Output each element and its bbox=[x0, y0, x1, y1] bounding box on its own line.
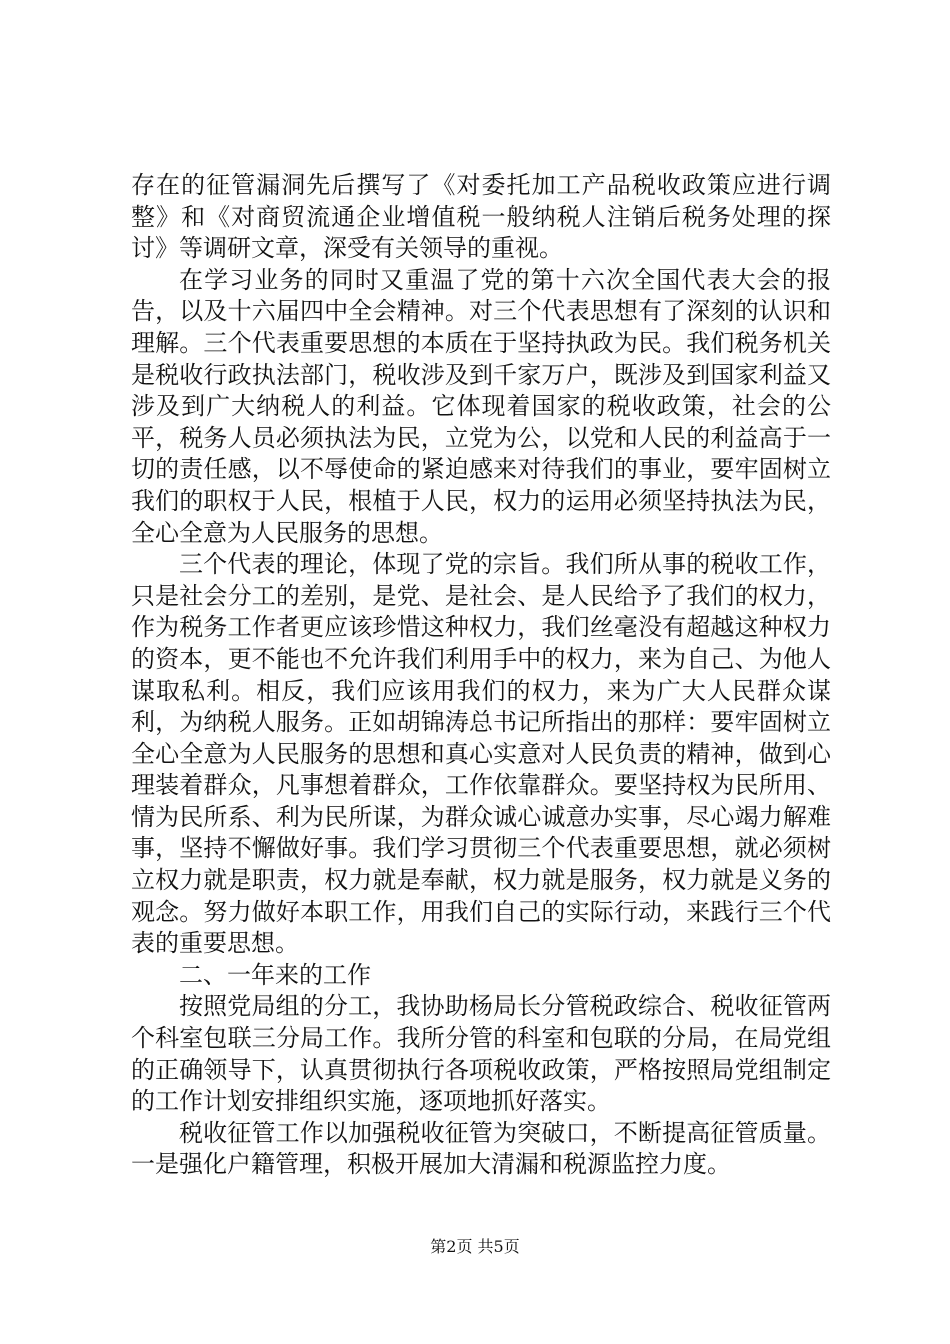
paragraph-3: 三个代表的理论，体现了党的宗旨。我们所从事的税收工作，只是社会分工的差别，是党、是社会、是人民给予了我们的权力，作为税务工作者更应该珍惜这种权力，我们丝毫没有超越这种权力的资本，更不能也不允许我们利用手中的权力，来为自己、为他人谋取私利。相反，我们应该用我们的权力，来为广大人民群众谋利，为纳税人服务。正如胡锦涛总书记所指出的那样：要牢固树立全心全意为人民服务的思想和真心实意对人民负责的精神，做到心理装着群众，凡事想着群众，工作依靠群众。要坚持权为民所用、情为民所系、利为民所谋，为群众诚心诚意办实事，尽心竭力解难事，坚持不懈做好事。我们学习贯彻三个代表重要思想，就必须树立权力就是职责，权力就是奉献，权力就是服务，权力就是义务的观念。努力做好本职工作，用我们自己的实际行动，来践行三个代表的重要思想。 bbox=[131, 550, 831, 958]
paragraph-4: 按照党局组的分工，我协助杨局长分管税政综合、税收征管两个科室包联三分局工作。我所分管的科室和包联的分局，在局党组的正确领导下，认真贯彻执行各项税收政策，严格按照局党组制定的工作计划安排组织实施，逐项地抓好落实。 bbox=[131, 992, 831, 1116]
paragraph-2: 在学习业务的同时又重温了党的第十六次全国代表大会的报告，以及十六届四中全会精神。对三个代表思想有了深刻的认识和理解。三个代表重要思想的本质在于坚持执政为民。我们税务机关是税收行政执法部门，税收涉及到千家万户，既涉及到国家利益又涉及到广大纳税人的利益。它体现着国家的税收政策，社会的公平，税务人员必须执法为民，立党为公，以党和人民的利益高于一切的责任感，以不辱使命的紧迫感来对待我们的事业，要牢固树立我们的职权于人民，根植于人民，权力的运用必须坚持执法为民，全心全意为人民服务的思想。 bbox=[131, 265, 831, 547]
section-heading: 二、一年来的工作 bbox=[179, 960, 371, 989]
paragraph-1: 存在的征管漏洞先后撰写了《对委托加工产品税收政策应进行调整》和《对商贸流通企业增值税一般纳税人注销后税务处理的探讨》等调研文章，深受有关领导的重视。 bbox=[131, 171, 831, 263]
page-number-footer: 第2页 共5页 bbox=[430, 1237, 520, 1256]
document-body bbox=[131, 170, 831, 1181]
paragraph-5: 税收征管工作以加强税收征管为突破口，不断提高征管质量。一是强化户籍管理，积极开展加大清漏和税源监控力度。 bbox=[131, 1118, 831, 1179]
